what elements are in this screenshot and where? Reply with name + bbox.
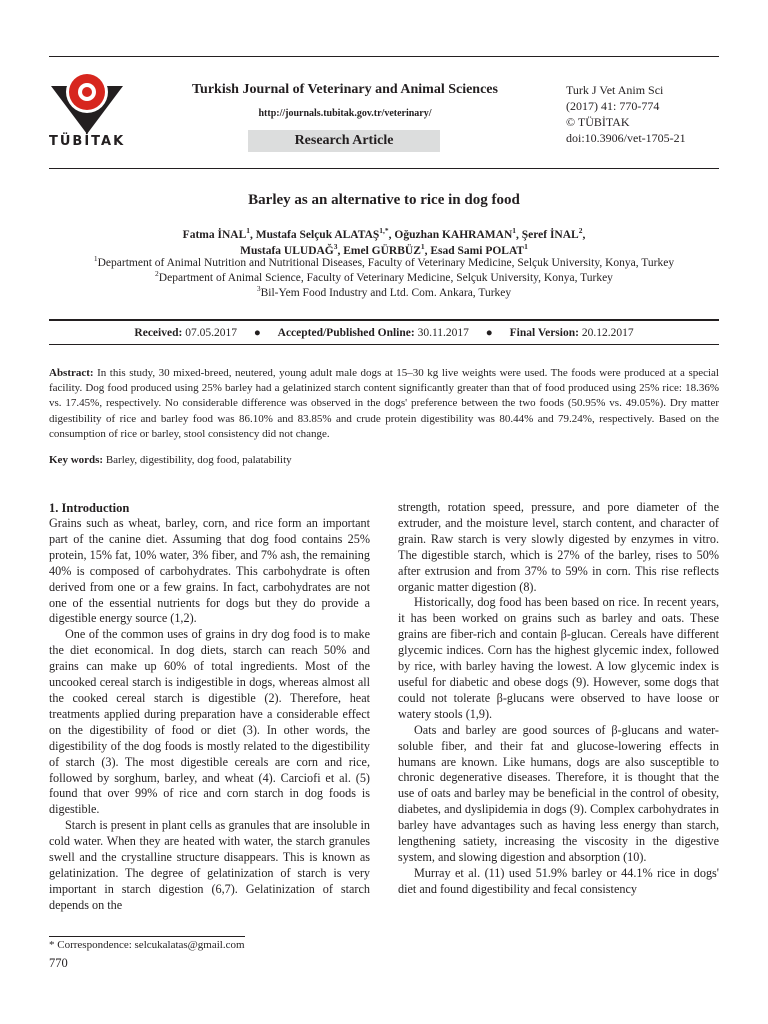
author-affil-sup: 1 (512, 226, 516, 236)
received-label: Received: (134, 327, 183, 339)
footnote-rule (49, 936, 245, 937)
abstract (49, 366, 719, 442)
body-column-left (49, 500, 370, 914)
author-affil-sup: 1 (524, 242, 528, 252)
citation-copyright: © TÜBİTAK (566, 115, 630, 129)
affiliation (49, 256, 719, 271)
section-heading: 1. Introduction (49, 501, 130, 515)
affiliation (49, 286, 719, 301)
paragraph: Historically, dog food has been based on rice. In recent years, it has been worked on grains such as barley and oats. These grains are fiber-rich and contain β-glucan. Cereals have different glycemic indices. Corn has the highest glycemic index, followed by rice, with barley having the lowest. A low glycemic index is useful for diabetic and obese dogs (9). However, some dogs that could not tolerate β-glucans were observed to have loose or watery stools (1,9). (398, 595, 719, 721)
paragraph: strength, rotation speed, pressure, and pore diameter of the extruder, and the moisture level, starch content, and character of grain. Raw starch is very slowly digested by enzymes in vitro. The digestible starch, which is 27% of the barley, rises to 50% after extrusion and from 37% to 59% in corn. This rise reflects organic matter digestion (8). (398, 500, 719, 594)
citation-doi[interactable]: doi:10.3906/vet-1705-21 (566, 131, 686, 145)
affiliation-sup: 2 (155, 269, 159, 279)
page-number: 770 (49, 956, 68, 970)
abstract-label: Abstract: (49, 367, 94, 379)
author-name: Mustafa ULUDAĞ (240, 245, 334, 257)
journal-url[interactable]: http://journals.tubitak.gov.tr/veterinary/ (258, 108, 432, 119)
affiliation-list (49, 256, 719, 301)
keywords-label: Key words: (49, 454, 104, 466)
author-affil-sup: 1,* (379, 226, 389, 236)
correspondence-footnote: * Correspondence: selcukalatas@gmail.com (49, 939, 245, 951)
paragraph: One of the common uses of grains in dry dog food is to make the diet economical. In dog diets, starch can reach 50% and grains can make up 60% of total ingredients. Most of the uncooked cereal starch is indigestible in dogs, whereas almost all the cooked cereal starch is digestible (2). Therefore, heat treatments applied during preparation have a considerable effect on the digestibility of food or diet (3). In other words, the digestibility of the dog foods is mostly related to the digestibility of starch (3). The most digestible cereals are corn and rice, followed by sorghum, barley, and wheat (4). Carciofi et al. (5) found that over 99% of rice and corn starch in dog foods is digestible. (49, 627, 370, 817)
affiliation-text: Bil-Yem Food Industry and Ltd. Com. Ankara, Turkey (260, 287, 512, 299)
citation-journal: Turk J Vet Anim Sci (566, 83, 664, 97)
paragraph: Murray et al. (11) used 51.9% barley or 44.1% rice in dogs' diet and found digestibility and fecal consistency (398, 865, 719, 896)
accepted-label: Accepted/Published Online: (277, 327, 415, 339)
paragraph: Oats and barley are good sources of β-glucans and water-soluble fiber, and their fat and glucose-lowering effects in humans are known. Like humans, dogs are also susceptible to chronic degenerative diseases. Therefore, it is thought that the use of oats and barley may be beneficial in the control of obesity, diabetes, and dyslipidemia in dogs (9). Complex carbohydrates in barley have advantages such as having less energy than starch, lengthening satiety, increasing the viscosity in the digestive system, and slowing digestion and absorption (10). (398, 722, 719, 864)
author-name: Fatma İNAL (182, 229, 247, 241)
bullet-icon: ● (485, 327, 493, 339)
author-name: Esad Sami POLAT (430, 245, 525, 257)
author-name: Emel GÜRBÜZ (343, 245, 421, 257)
paper-title: Barley as an alternative to rice in dog food (248, 192, 520, 208)
logo-text: TÜBİTAK (49, 134, 126, 149)
affiliation-text: Department of Animal Science, Faculty of Veterinary Medicine, Selçuk University, Konya, Turkey (158, 272, 613, 284)
final-label: Final Version: (509, 327, 579, 339)
body-column-right (398, 500, 719, 898)
paragraph: Starch is present in plant cells as granules that are insoluble in cold water. When they are heated with water, the starch granules swell and the crystalline structure disappears. This is known as gelatinization. The degree of gelatinization of starch is very important in starch digestion (6,7). Gelatinization of starch depends on the (49, 818, 370, 912)
paragraph: Grains such as wheat, barley, corn, and rice form an important part of the canine diet. Assuming that dog food contains 25% protein, 15% fat, 10% water, 3% fiber, and 7% ash, the remaining 40% is composed of carbohydrates. This carbohydrate is often derived from one or a few grains. In fact, carbohydrates are not one of the essential nutrients for dogs but they do provide a digestible energy source (1,2). (49, 516, 370, 626)
final-date: 20.12.2017 (581, 327, 634, 339)
dates-top-rule (49, 319, 719, 321)
author-name: Oğuzhan KAHRAMAN (394, 229, 513, 241)
author-name: Şeref İNAL (521, 229, 579, 241)
received-date: 07.05.2017 (185, 327, 237, 339)
citation-volume: (2017) 41: 770-774 (566, 99, 660, 113)
author-affil-sup: 1 (420, 242, 425, 252)
author-list: Fatma İNAL$^1$, Mustafa Selçuk $ALATAŞ^{1,*}$, Oğuzhan KAHRAMAN$^1$, Şeref İNAL$^2$, Mustafa ULUDAĞ$^3$, Emel GÜRBÜZ$^1$, Esad Sami POLAT$^1$ (182, 226, 586, 257)
accepted-date: 30.11.2017 (417, 327, 469, 339)
abstract-text: In this study, 30 mixed-breed, neutered, young adult male dogs at 15–30 kg live weights were used. The foods were produced at a special facility. Dog food produced using 25% barley had a gelatinized starch content significantly greater than that of food produced using 25% rice: 18.36% vs. 17.45%, respectively. No considerable difference was observed in the dogs' preference between the two foods (50.95% vs. 49.05%). Dry matter digestibility of rice and barley food was 86.10% and 83.85% and crude protein digestibility was 80.44% and 79.24%, respectively. Based on the consumption of rice or barley, stool consistency did not change. (49, 367, 719, 440)
bullet-icon: ● (253, 327, 261, 339)
affiliation (49, 271, 719, 286)
keywords-text: Barley, digestibility, dog food, palatability (103, 454, 292, 466)
citation-block (566, 82, 726, 146)
keywords (49, 454, 719, 466)
author-affil-sup: 3 (333, 242, 338, 252)
author-affil-sup: 2 (578, 226, 583, 236)
affiliation-sup: 1 (93, 254, 98, 264)
dates-bottom-rule (49, 344, 719, 345)
affiliation-text: Department of Animal Nutrition and Nutritional Diseases, Faculty of Veterinary Medicine, Selçuk University, Konya, Turkey (97, 257, 675, 269)
affiliation-sup: 3 (256, 284, 261, 294)
top-rule (49, 56, 719, 57)
header-rule (49, 168, 719, 169)
journal-title: Turkish Journal of Veterinary and Animal Sciences (192, 82, 498, 97)
author-affil-sup: 1 (246, 226, 250, 236)
dates-line (49, 327, 719, 339)
article-type-label: Research Article (248, 130, 440, 152)
author-name: Mustafa Selçuk ALATAŞ (255, 229, 380, 241)
